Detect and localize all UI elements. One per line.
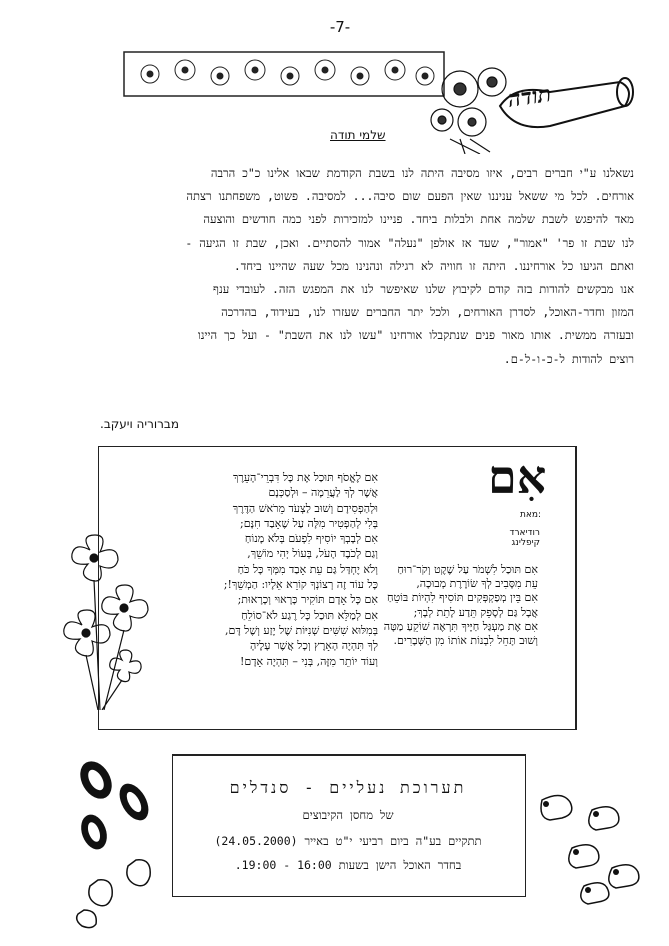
poem-line: וְגַם לְכֹבֶד הָעֹל, בְּעוֹל יְהִי מוֹשֵׁךְ, <box>247 547 378 561</box>
ad-location: בחדר האוכל הישן בשעות 16:00 - 19:00. <box>234 858 462 872</box>
poem-line: אִם לְמַלֵּא תּוּכַל כָּל רֶגַע לֹא־סוֹלֵחַ <box>241 608 378 622</box>
shoe-exhibition-box <box>172 754 526 897</box>
poem-by-label: מאת: <box>520 510 542 520</box>
letter-line: ובעזרה ממשית. אותו מאור פנים שנתקבלו אורחינו "עשו לנו את השבת" - ועל כך היינו <box>197 328 634 343</box>
poem-line: וְלֹא יֶחְדַּל גַּם עֵת אָבַד מִמְּךָ כָּל כֹּחַ <box>237 562 378 576</box>
letter-signature: מברוריה ויעקב. <box>100 417 179 431</box>
poem-line: אִם לְבָבְךָ יוֹסִיף לִפְעֹם בְּלֹא מָנוֹחַ <box>244 532 378 546</box>
ad-date: תתקיים בע"ה ביום רביעי י"ט באייר (24.05.2000) <box>214 834 482 848</box>
banner-label: תודה <box>506 81 553 113</box>
page-number: -7- <box>329 18 351 36</box>
poem-line: וּלְהַפְסִידָם וְשׁוּב לַצְעֹד מֵרֹאשׁ הַדֶּרֶךְ <box>232 501 378 515</box>
poem-line: אֲשֶׁר לְךָ לַעֲרֵמָה – וּלְסַכְּנָם <box>268 486 378 500</box>
thank-you-letter <box>40 162 634 371</box>
letter-line: אורחים. לכל מי ששאל עניננו שאין הפעם שום סיבה... למסיבה. פשוט, משפחתנו רצתה <box>186 189 634 204</box>
poem-line: וְשׁוּב תָּחֵל לִבְנוֹת אוֹתוֹ מִן הַשְּׁבָרִים. <box>393 634 538 648</box>
poem-line: עֵת מִסָּבִיב לְךָ שׂוֹרֶרֶת מְבוּכָה, <box>416 577 538 591</box>
poem-line: אִם לֶאֱסֹף תּוּכַל אֶת כָּל דִּבְרֵי־הָעֵרֶךְ <box>233 471 378 484</box>
letter-line: המזון וחדר-האוכל, לסדרן האורחים, ולכל יתר החברים שעזרו לנו, בעידוד, בהדרכה <box>221 305 634 320</box>
poem-author: רודיארד קיפלינג <box>509 528 540 548</box>
poem-line: אִם בֵּין מְפַקְפְּקִים תּוֹסִיף לִהְיוֹת בּוֹטֵחַ <box>386 591 538 605</box>
letter-subtitle: שלמי תודה <box>330 128 386 142</box>
poem-line: וְעוֹד יוֹתֵר מִזֶּה, בְּנִי – תִּהְיֶה אָדָם! <box>239 654 378 668</box>
poem-stanza-left <box>160 470 378 669</box>
ad-title: תערוכת נעליים - סנדלים <box>229 778 467 797</box>
bouquet-drawing <box>431 68 506 154</box>
letter-line: אנו מבקשים להודות בזה קודם לקיבוץ שלנו שאיפשר לנו את המפגש הזה. לעובדי ענף <box>213 282 634 297</box>
poem-title: אִם <box>488 450 547 504</box>
letter-line: ואתם הגיעו כל אורחיננו. היתה זו חוויה לא רגילה ונהנינו מכל שעה שהיינו ביחד. <box>233 258 634 273</box>
flowers-illustration <box>60 530 156 710</box>
flower-row <box>141 60 434 85</box>
letter-line: מאד להיפגש לשבת שלמה אחת ולבלות ביחד. פניינו למזכירות לפני כמה חודשים והוצעה <box>203 212 634 227</box>
footprints-right-illustration <box>532 790 652 910</box>
footprints-left-illustration <box>64 760 164 930</box>
letter-line: נשאלנו ע"י חברים רבים, איזו מסיבה היתה לנו בשבת הקודמת שבאו אלינו כ"כ הרבה <box>210 166 634 180</box>
poem-line: בְּלִי לְהַפְטִיר מִלָּה עַל שֶׁאָבַד חִנָּם; <box>240 516 378 530</box>
poem-line: אִם תּוּכַל לִשְׁמֹר עַל שֶׁקֶט וְקֹר־רוּחַ <box>397 563 538 576</box>
poem-line: לְךָ תִּהְיֶה הָאָרֶץ וְכָל אֲשֶׁר עָלֶיהָ <box>249 639 378 653</box>
poem-line: בְּמִלּוּא שִׁשִּׁים שְׁנִיּוֹת שֶׁל יֶזַע וְשֶׁל דָּם, <box>225 623 378 637</box>
ad-organizer: של מחסן הקיבוצים <box>302 808 394 822</box>
poem-line: אִם אֶת מַעְגַּל חַיֶּיךָ תִּרְאֶה שׁוֹקֵעַ מַטָּה <box>383 619 538 633</box>
letter-line: לנו שבת זו פר' "אמור", שעד אז אולפן "נעלה" אמור להסתיים. ואכן, שבת זו הגיעה - <box>185 235 634 250</box>
letter-line: רוצים להודות ל-כ-ו-ל-ם. <box>503 351 634 366</box>
poem-stanza-right <box>360 563 538 648</box>
poem-line: כָּל עוֹד זֶה רְצוֹנְךָ קוֹרֵא אֵלָיו: הַמְשֵׁךְ!; <box>223 578 378 592</box>
poem-line: אִם כָּל אָדָם תּוֹקִיר כָּרָאוּי וְכָרָאוּת; <box>237 593 378 607</box>
poem-line: אֲבָל גַּם לְסָפֵק תֵּדַע לָתֵת לְבָךְ; <box>413 605 538 619</box>
